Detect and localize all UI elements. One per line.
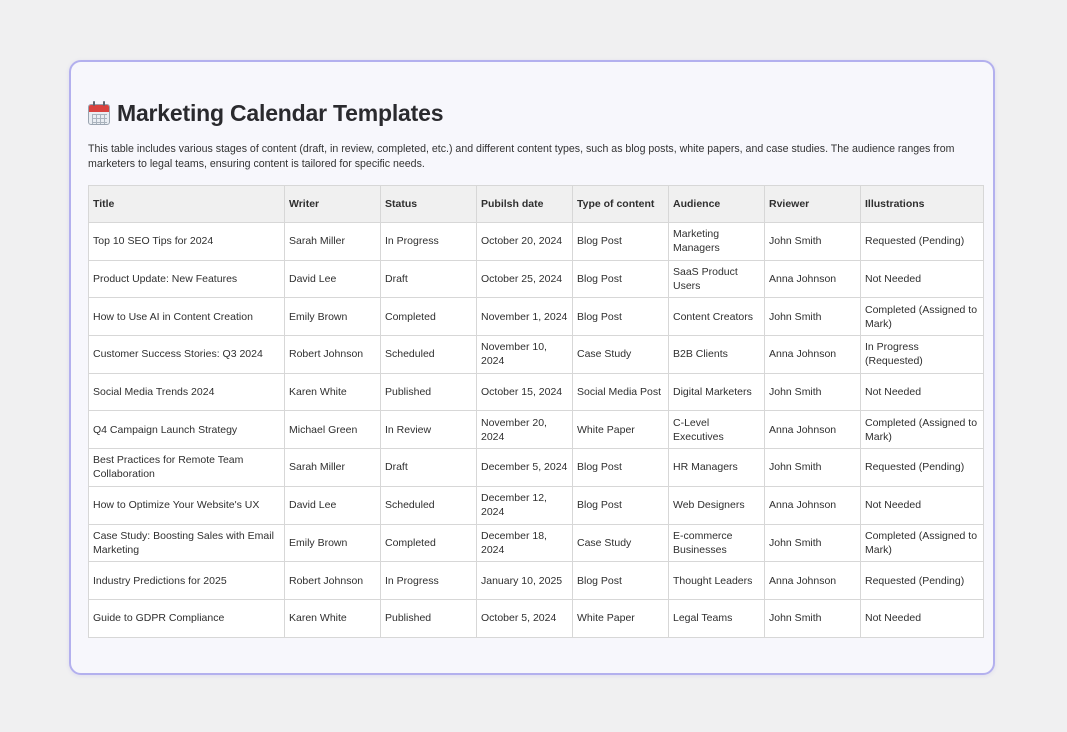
cell-status: In Progress <box>381 223 477 261</box>
cell-writer: Emily Brown <box>285 524 381 562</box>
cell-title: Top 10 SEO Tips for 2024 <box>89 223 285 261</box>
cell-writer: Michael Green <box>285 411 381 449</box>
cell-audience: Thought Leaders <box>669 562 765 600</box>
cell-audience: C-Level Executives <box>669 411 765 449</box>
cell-writer: Sarah Miller <box>285 223 381 261</box>
table-row <box>89 449 984 487</box>
cell-status: In Review <box>381 411 477 449</box>
cell-reviewer: Anna Johnson <box>765 336 861 374</box>
cell-reviewer: John Smith <box>765 524 861 562</box>
page-title: Marketing Calendar Templates <box>117 99 444 126</box>
template-card <box>69 60 995 675</box>
table-row <box>89 260 984 298</box>
cell-writer: David Lee <box>285 486 381 524</box>
cell-writer: Karen White <box>285 599 381 637</box>
cell-title: How to Use AI in Content Creation <box>89 298 285 336</box>
cell-audience: Content Creators <box>669 298 765 336</box>
cell-content-type: White Paper <box>573 411 669 449</box>
cell-title: Guide to GDPR Compliance <box>89 599 285 637</box>
cell-reviewer: John Smith <box>765 373 861 411</box>
cell-illustrations: Completed (Assigned to Mark) <box>861 524 984 562</box>
cell-reviewer: John Smith <box>765 449 861 487</box>
column-header-status: Status <box>381 186 477 223</box>
cell-reviewer: Anna Johnson <box>765 411 861 449</box>
cell-reviewer: Anna Johnson <box>765 486 861 524</box>
cell-illustrations: Completed (Assigned to Mark) <box>861 411 984 449</box>
cell-content-type: Blog Post <box>573 486 669 524</box>
cell-status: Draft <box>381 449 477 487</box>
cell-content-type: Blog Post <box>573 298 669 336</box>
column-header-reviewer: Rviewer <box>765 186 861 223</box>
table-row <box>89 298 984 336</box>
table-body <box>89 223 984 638</box>
cell-content-type: Blog Post <box>573 223 669 261</box>
cell-title: Product Update: New Features <box>89 260 285 298</box>
cell-reviewer: John Smith <box>765 298 861 336</box>
cell-title: Social Media Trends 2024 <box>89 373 285 411</box>
column-header-writer: Writer <box>285 186 381 223</box>
cell-reviewer: Anna Johnson <box>765 562 861 600</box>
table-row <box>89 562 984 600</box>
cell-status: Draft <box>381 260 477 298</box>
cell-content-type: White Paper <box>573 599 669 637</box>
cell-status: Scheduled <box>381 336 477 374</box>
cell-publish-date: November 10, 2024 <box>477 336 573 374</box>
cell-illustrations: Not Needed <box>861 486 984 524</box>
cell-writer: Robert Johnson <box>285 562 381 600</box>
column-header-title: Title <box>89 186 285 223</box>
cell-status: In Progress <box>381 562 477 600</box>
cell-audience: HR Managers <box>669 449 765 487</box>
cell-audience: SaaS Product Users <box>669 260 765 298</box>
cell-publish-date: December 12, 2024 <box>477 486 573 524</box>
cell-title: Industry Predictions for 2025 <box>89 562 285 600</box>
cell-illustrations: Requested (Pending) <box>861 562 984 600</box>
cell-illustrations: Requested (Pending) <box>861 223 984 261</box>
content-calendar-table <box>88 185 984 638</box>
cell-content-type: Blog Post <box>573 260 669 298</box>
cell-writer: Emily Brown <box>285 298 381 336</box>
cell-audience: Marketing Managers <box>669 223 765 261</box>
table-row <box>89 486 984 524</box>
column-header-illustrations: Illustrations <box>861 186 984 223</box>
cell-content-type: Social Media Post <box>573 373 669 411</box>
cell-illustrations: Requested (Pending) <box>861 449 984 487</box>
table-row <box>89 411 984 449</box>
title-row <box>88 98 443 128</box>
table-row <box>89 524 984 562</box>
cell-audience: E-commerce Businesses <box>669 524 765 562</box>
cell-content-type: Blog Post <box>573 449 669 487</box>
cell-status: Completed <box>381 298 477 336</box>
cell-title: Best Practices for Remote Team Collaboration <box>89 449 285 487</box>
cell-publish-date: November 20, 2024 <box>477 411 573 449</box>
cell-title: Q4 Campaign Launch Strategy <box>89 411 285 449</box>
cell-audience: Digital Marketers <box>669 373 765 411</box>
column-header-audience: Audience <box>669 186 765 223</box>
cell-audience: B2B Clients <box>669 336 765 374</box>
cell-title: Case Study: Boosting Sales with Email Marketing <box>89 524 285 562</box>
table-row <box>89 223 984 261</box>
cell-audience: Legal Teams <box>669 599 765 637</box>
cell-publish-date: January 10, 2025 <box>477 562 573 600</box>
cell-illustrations: Completed (Assigned to Mark) <box>861 298 984 336</box>
table-row <box>89 336 984 374</box>
cell-publish-date: November 1, 2024 <box>477 298 573 336</box>
table-header-row <box>89 186 984 223</box>
cell-publish-date: December 5, 2024 <box>477 449 573 487</box>
cell-status: Completed <box>381 524 477 562</box>
cell-writer: David Lee <box>285 260 381 298</box>
cell-content-type: Blog Post <box>573 562 669 600</box>
cell-publish-date: October 5, 2024 <box>477 599 573 637</box>
cell-illustrations: Not Needed <box>861 373 984 411</box>
cell-writer: Karen White <box>285 373 381 411</box>
table-row <box>89 599 984 637</box>
column-header-content-type: Type of content <box>573 186 669 223</box>
cell-content-type: Case Study <box>573 524 669 562</box>
cell-reviewer: Anna Johnson <box>765 260 861 298</box>
cell-writer: Robert Johnson <box>285 336 381 374</box>
cell-status: Published <box>381 599 477 637</box>
cell-illustrations: In Progress (Requested) <box>861 336 984 374</box>
cell-reviewer: John Smith <box>765 223 861 261</box>
cell-publish-date: October 15, 2024 <box>477 373 573 411</box>
table-description: This table includes various stages of content (draft, in review, completed, etc.) and different content types, such as blog posts, white papers, and case studies. The audience ranges from marketers to legal teams, ensuring content is tailored for specific needs. <box>88 143 955 170</box>
cell-publish-date: December 18, 2024 <box>477 524 573 562</box>
cell-audience: Web Designers <box>669 486 765 524</box>
cell-status: Scheduled <box>381 486 477 524</box>
table-row <box>89 373 984 411</box>
calendar-icon <box>88 101 110 125</box>
cell-content-type: Case Study <box>573 336 669 374</box>
cell-illustrations: Not Needed <box>861 599 984 637</box>
cell-status: Published <box>381 373 477 411</box>
cell-writer: Sarah Miller <box>285 449 381 487</box>
cell-illustrations: Not Needed <box>861 260 984 298</box>
cell-reviewer: John Smith <box>765 599 861 637</box>
column-header-publish-date: Pubilsh date <box>477 186 573 223</box>
cell-publish-date: October 20, 2024 <box>477 223 573 261</box>
cell-title: Customer Success Stories: Q3 2024 <box>89 336 285 374</box>
cell-title: How to Optimize Your Website's UX <box>89 486 285 524</box>
cell-publish-date: October 25, 2024 <box>477 260 573 298</box>
